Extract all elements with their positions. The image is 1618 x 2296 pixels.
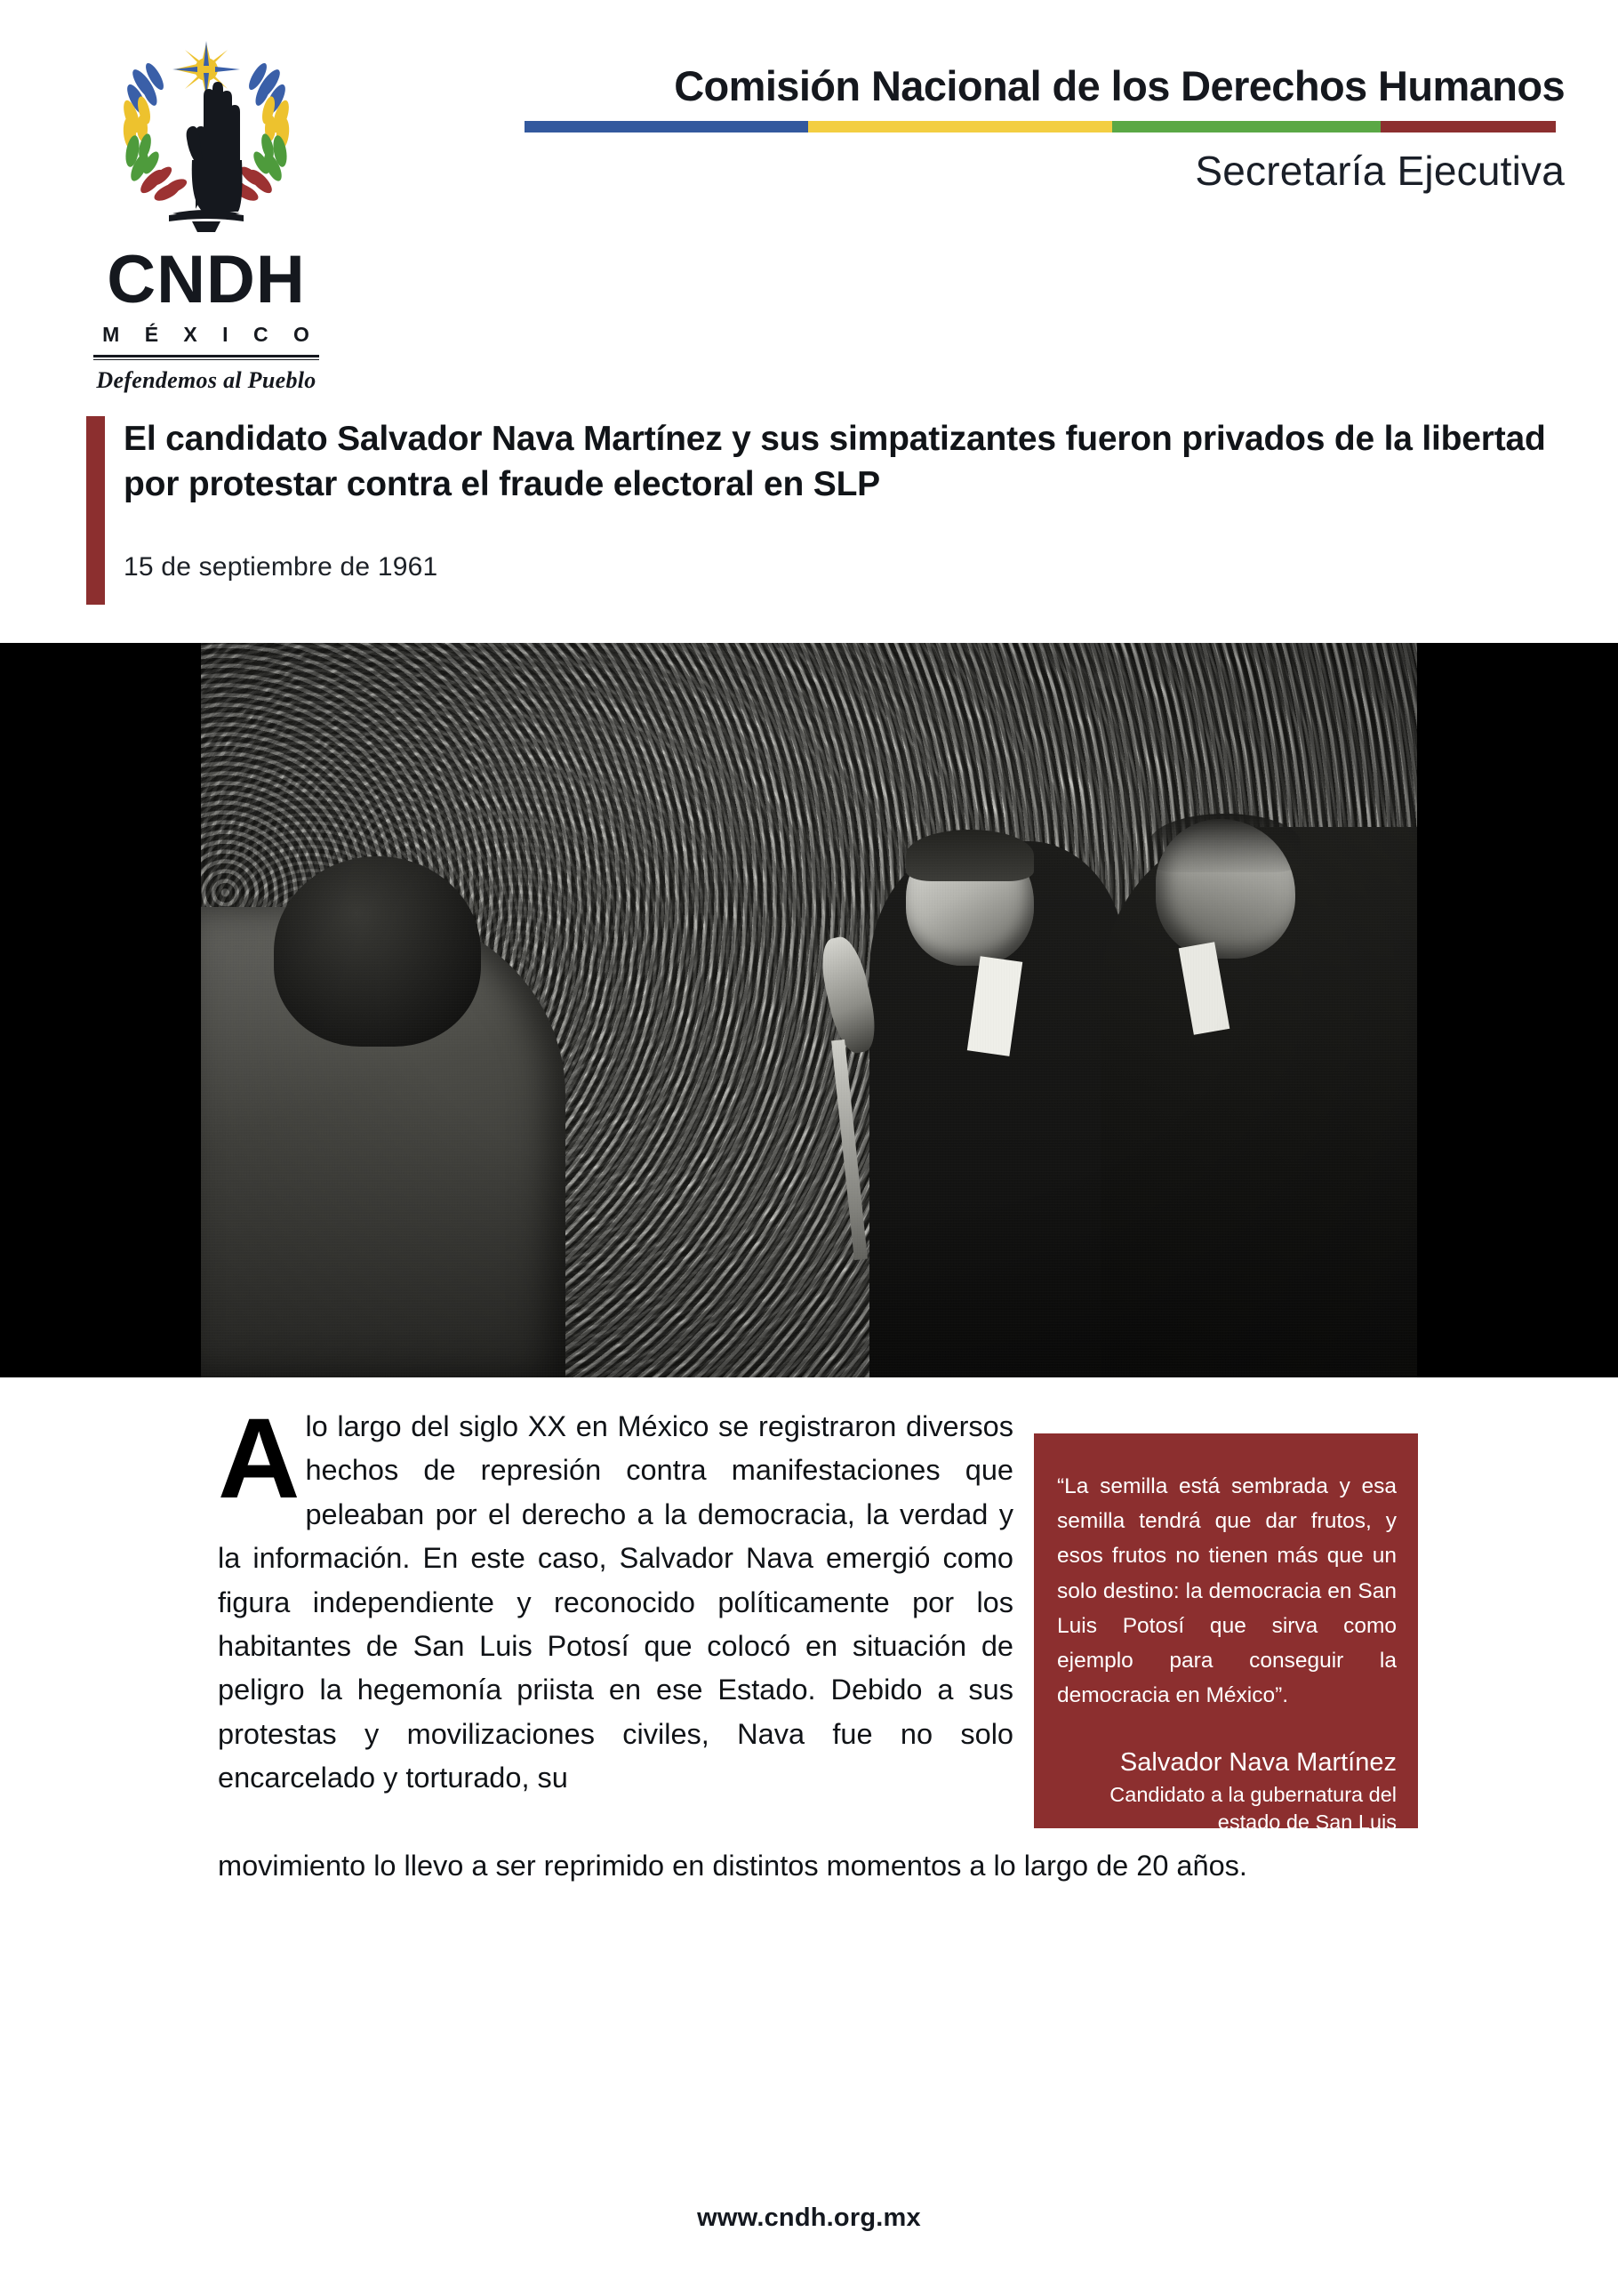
- logo-country: M É X I C O: [102, 323, 319, 346]
- historical-photo: [201, 643, 1417, 1377]
- page-header: [0, 0, 1618, 391]
- title-accent-bar: [86, 416, 105, 605]
- logo-tagline: Defendemos al Pueblo: [96, 367, 316, 393]
- publication-date: 15 de septiembre de 1961: [124, 551, 438, 582]
- cndh-logo: [73, 27, 340, 393]
- page-title: El candidato Salvador Nava Martínez y sus simpatizantes fueron privados de la libertad por protestar contra el fraude electoral en SLP: [124, 420, 1546, 504]
- pull-quote-author: Salvador Nava Martínez: [1119, 1748, 1397, 1778]
- logo-acronym: CNDH: [107, 242, 306, 317]
- color-bar-green-segment: [1112, 121, 1381, 132]
- website-url[interactable]: www.cndh.org.mx: [697, 2204, 921, 2232]
- logo-divider-thick: [93, 355, 319, 357]
- cndh-hand-laurel-star-emblem: [73, 27, 340, 245]
- organization-subtitle: Secretaría Ejecutiva: [1195, 148, 1565, 195]
- header-org-block: [498, 62, 1565, 195]
- color-bar-blue-segment: [525, 121, 808, 132]
- organization-name: Comisión Nacional de los Derechos Humanos: [674, 62, 1565, 109]
- article-body-column: [218, 1395, 1013, 1801]
- article-paragraph-tail: movimiento lo llevo a ser reprimido en distintos momentos a lo largo de 20 años.: [218, 1850, 1247, 1882]
- brand-color-bar: [525, 121, 1556, 132]
- photo-film-grain: [201, 643, 1417, 1377]
- pull-quote-box: [1034, 1433, 1418, 1834]
- page-footer: [0, 2204, 1618, 2233]
- title-block: [86, 416, 1553, 582]
- photo-strip: [0, 643, 1618, 1377]
- pull-quote-text: “La semilla está sembrada y esa semilla tendrá que dar frutos, y esos frutos no tienen más que un solo destino: la democracia en San Luis Potosí que sirva como ejemplo para conseguir la democracia en México”.: [1057, 1474, 1397, 1708]
- color-bar-yellow-segment: [808, 121, 1112, 132]
- pull-quote-role: Candidato a la gubernatura del estado de San Luis: [1109, 1782, 1397, 1834]
- logo-divider-thin: [93, 359, 319, 360]
- article-dropcap: A: [218, 1395, 300, 1522]
- color-bar-red-segment: [1381, 121, 1556, 132]
- article-paragraph-main: lo largo del siglo XX en México se registraron diversos hechos de represión contra manifestaciones que peleaban por el derecho a la democracia, la verdad y la información. En este caso, Salvador Nava emergió como figura independiente y reconocido políticamente por los habitantes de San Luis Potosí que colocó en situación de peligro la hegemonía priista en ese Estado. Debido a sus protestas y movilizaciones civiles, Nava fue no solo encarcelado y torturado, su: [218, 1410, 1013, 1794]
